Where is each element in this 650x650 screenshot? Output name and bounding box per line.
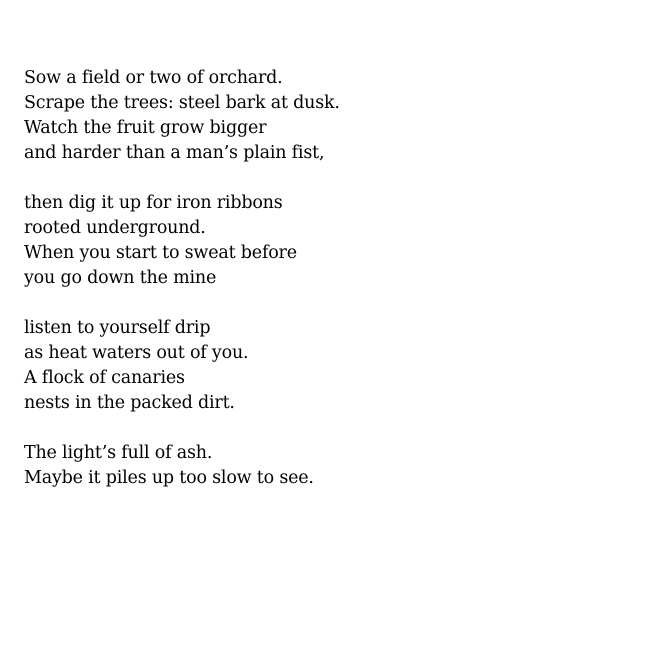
poem-line: Sow a field or two of orchard. <box>24 68 283 88</box>
poem-line: then dig it up for iron ribbons <box>24 193 283 213</box>
poem-line: The light’s full of ash. <box>24 443 213 463</box>
poem-line: A flock of canaries <box>24 368 185 388</box>
poem-line: you go down the mine <box>24 268 217 288</box>
stanza-2 <box>24 191 624 291</box>
poem-line: rooted underground. <box>24 218 206 238</box>
poem-line: listen to yourself drip <box>24 318 211 338</box>
stanza-3 <box>24 316 624 416</box>
poem-line: and harder than a man’s plain fist, <box>24 143 325 163</box>
poem-line: nests in the packed dirt. <box>24 393 235 413</box>
poem-text <box>24 66 624 491</box>
poem-line: Watch the fruit grow bigger <box>24 118 267 138</box>
stanza-4 <box>24 441 624 491</box>
poem-line: as heat waters out of you. <box>24 343 249 363</box>
poem-line: When you start to sweat before <box>24 243 297 263</box>
poem-line: Maybe it piles up too slow to see. <box>24 468 314 488</box>
stanza-1 <box>24 66 624 166</box>
poem-line: Scrape the trees: steel bark at dusk. <box>24 93 340 113</box>
